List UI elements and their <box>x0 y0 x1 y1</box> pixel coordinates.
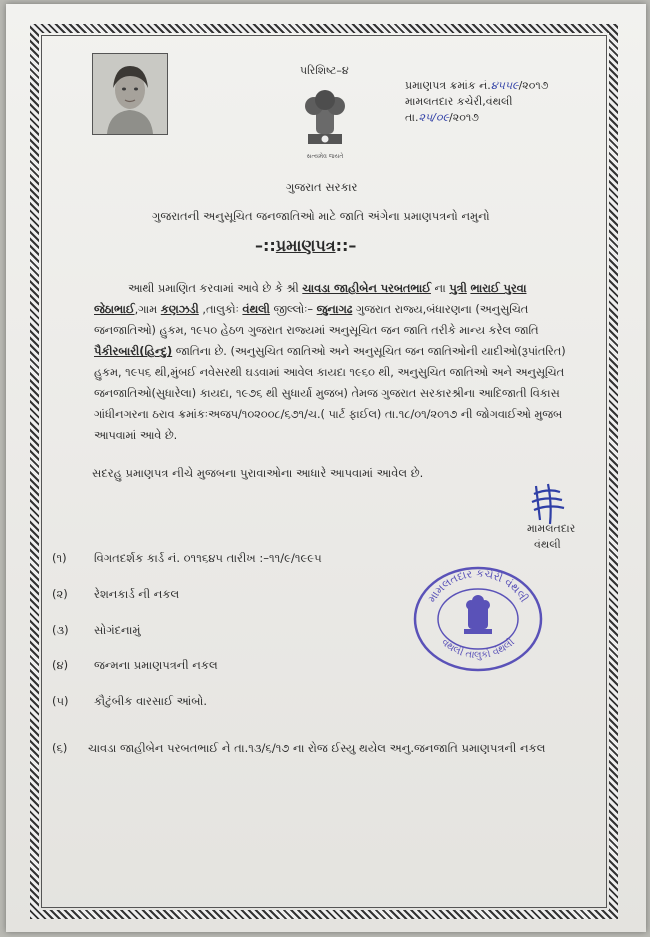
title-prefix: –:: <box>255 236 276 255</box>
document-text: જન્મના પ્રમાણપત્રની નકલ <box>94 658 218 672</box>
document-number: (૩) <box>52 623 69 637</box>
document-number: (૪) <box>52 658 69 672</box>
document-text: રેશનકાર્ડ ની નકલ <box>94 587 180 601</box>
title-word: પ્રમાણપત્ર <box>275 236 336 255</box>
title-suffix: ::– <box>335 236 357 255</box>
certificate-body <box>94 278 582 446</box>
document-number: (૨) <box>52 587 68 601</box>
body-text-3: ,ગામ <box>134 303 158 316</box>
document-item <box>52 694 207 709</box>
government-name: ગુજરાત સરકાર <box>286 180 358 194</box>
certificate-subtitle: ગુજરાતની અનુસૂચિત જનજાતિઓ માટે જાતિ અંગેના પ્રમાણપત્રનો નમુનો <box>152 209 490 223</box>
date-label: તા. <box>405 111 419 124</box>
document-item <box>52 587 179 602</box>
district: જુનાગઢ <box>316 303 353 316</box>
father-name: ભારાઈ પુરવા જેઠાભાઈ <box>94 282 527 316</box>
body-text-6: ગુજરાત રાજ્ય,બંધારણના (અનુસુચિત જનજાતિઓ) હુકમ, ૧૯૫૦ હેઠળ ગુજરાત રાજ્યમાં અનુસૂચિત જન જાતિ તરીકે માન્ય કરેલ જાતિ <box>94 303 539 337</box>
document-text: સોગંદનામું <box>94 623 141 637</box>
body-text-2: ના <box>434 282 446 295</box>
document-number: (૫) <box>52 694 69 708</box>
certificate-title <box>255 236 356 256</box>
stamp-text-top: મામલતદાર કચેરી વંથલી <box>425 566 531 605</box>
body-text-5: જીલ્લોઃ– <box>273 303 314 316</box>
national-emblem-icon <box>300 84 350 166</box>
cert-no-label: પ્રમાણપત્ર ક્રમાંક નં. <box>405 79 491 92</box>
signatory-title: મામલતદાર <box>527 522 576 535</box>
holder-name: ચાવડા જાહીબેન પરબતભાઈ <box>302 282 431 295</box>
date-year: /૨૦૧૭ <box>449 111 479 124</box>
village: કણઝડી <box>160 303 199 316</box>
caste: પૈકીરબારી(હિન્દુ) <box>94 345 173 358</box>
annex-label: પરિશિષ્ટ–૪ <box>300 64 349 77</box>
signatory-place: વંથલી <box>534 538 561 551</box>
document-item <box>52 739 592 758</box>
applicant-photo <box>92 53 168 135</box>
office-seal-stamp <box>412 565 544 673</box>
document-number: (૬) <box>52 741 68 755</box>
certificate-number-block <box>405 78 548 126</box>
document-item <box>52 623 141 638</box>
date-value: ૨૫/૦૯ <box>418 111 450 124</box>
body-text-7: જાતિના છે. (અનુસુચિત જાતિઓ અને અનુસૂચિત જન જાતિઓની યાદીઓ(રૂપાંતરિત) હુકમ, ૧૯૫૬ થી,મુંબઈ નવેસરથી ઘડવામાં આવેલ કાયદા ૧૯૬૦ થી, અનુસુચિત જાતિઓ અને અનુસૂચિત જનજાતિઓ(સુધારેલા) કાયદા, ૧૯૭૬ થી સુધાર્યા મુજબ) તેમજ ગુજરાત સરકારશ્રીના આદિજાતી વિકાસ ગાંધીનગરના ઠરાવ ક્રમાંકઃઅજપ/૧૦૨૦૦૮/૬૭૧/ચ.( પાર્ટ ફાઈલ) તા.૧૮/૦૧/૨૦૧૭ ની જોગવાઈઓ મુજબ આપવામાં આવે છે. <box>94 345 566 442</box>
issuing-office: મામલતદાર કચેરી,વંથલી <box>405 95 513 108</box>
body-text-4: ,તાલુકોઃ <box>202 303 239 316</box>
cert-no-value: ૪૫૫૯ <box>490 79 519 92</box>
stamp-emblem-icon <box>464 595 492 634</box>
document-text: કૌટુંબીક વારસાઈ આંબો. <box>94 694 208 708</box>
document-item <box>52 551 322 566</box>
document-item <box>52 658 218 673</box>
relation: પુત્રી <box>449 282 467 295</box>
document-text: વિગતદર્શક કાર્ડ નં. ૦૧૧૬૪૫ તારીખ :–૧૧/૯/૧૯૯૫ <box>94 551 322 565</box>
document-number: (૧) <box>52 551 67 565</box>
taluka: વંથલી <box>242 303 270 316</box>
signature-icon <box>526 480 570 526</box>
body-text-1: આથી પ્રમાણિત કરવામાં આવે છે કે શ્રી <box>128 282 299 295</box>
stamp-text-bottom: વંથલી તાલુકો વંથલી <box>439 636 517 661</box>
document-text: ચાવડા જાહીબેન પરબતભાઈ ને તા.૧૩/૬/૧૭ ના રોજ ઈસ્યુ થયેલ અનુ.જનજાતિ પ્રમાણપત્રની નકલ <box>88 741 546 755</box>
issued-basis-statement: સદરહુ પ્રમાણપત્ર નીચે મુજબના પુરાવાઓના આધારે આપવામાં આવેલ છે. <box>92 466 424 480</box>
cert-no-year: /૨૦૧૭ <box>518 79 549 92</box>
emblem-caption: સત્યમેવ જયતે <box>306 153 344 160</box>
